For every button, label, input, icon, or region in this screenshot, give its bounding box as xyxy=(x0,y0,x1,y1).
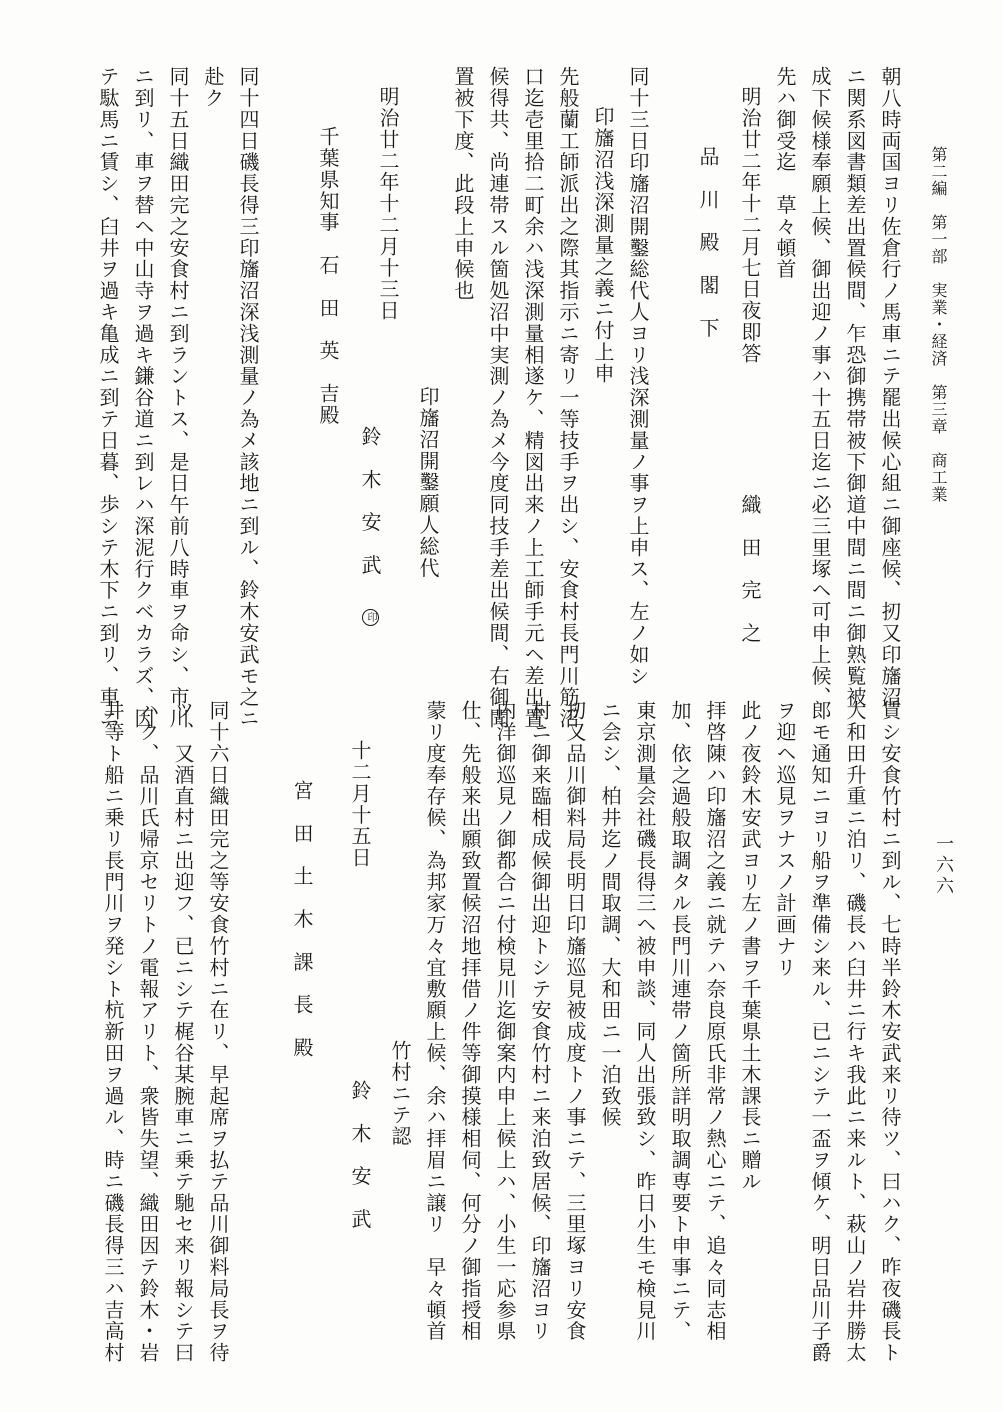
text-line: 扨又品川御料局長明日印旛巡見被成度トノ事ニテ、三里塚ヨリ安食 xyxy=(563,700,587,1342)
text-line: 先般蘭工師派出之際其指示ニ寄リ一等技手ヲ出シ、安食村長門川筋沼 xyxy=(556,66,580,730)
addressee-line: 品 川 殿 閣 下 xyxy=(696,146,720,339)
running-header: 第二編 第一部 実業・経済 第三章 商工業 xyxy=(929,146,948,503)
location-note: 竹村ニテ認 xyxy=(388,1040,412,1147)
text-line: 朝八時両国ヨリ佐倉行ノ馬車ニテ罷出候心組ニ御座候、扨又印旛沼 xyxy=(878,66,902,708)
date-line: 明治廿二年十二月十三日 xyxy=(376,86,400,322)
text-line: 村ニ御来臨相成候御出迎トシテ安食竹村ニ来泊致居候、印旛沼ヨリ xyxy=(528,700,552,1342)
text-line: ヲ迎ヘ巡見ヲナスノ計画ナリ xyxy=(773,700,797,979)
text-line: ニ関系図書類差出置候間、乍恐御携帯被下御道中間ニ間ニ御熟覧被 xyxy=(843,66,867,708)
text-line: 先ハ御受迄 草々頓首 xyxy=(773,66,797,280)
text-line: ニ到リ、車ヲ替ヘ中山寺ヲ過キ鎌谷道ニ到レハ深泥行クベカラズ、因 xyxy=(131,66,155,730)
letter-title: 印旛沼浅深測量之義ニ付上申 xyxy=(591,106,615,385)
sender-title: 印旛沼開鑿願人総代 xyxy=(416,386,440,579)
text-line: 蒙リ度奉存候、為邦家万々宜敷願上候、余ハ拝眉ニ譲リ 早々頓首 xyxy=(423,700,447,1342)
text-line: 成下候様奉願上候、御出迎ノ事ハ十五日迄ニ必三里塚ヘ可申上候、 xyxy=(808,66,832,708)
text-line: ツ、又酒直村ニ出迎フ、已ニシテ梶谷某腕車ニ乗テ馳セ来リ報シテ曰 xyxy=(171,700,195,1364)
text-line: 拝啓陳ハ印旛沼之義ニ就テハ奈良原氏非常ノ熱心ニテ、追々同志相 xyxy=(703,700,727,1342)
text-line: 候得共、尚連帯スル箇処沼中実測ノ為メ今度同技手差出候間、右御聞 xyxy=(486,66,510,730)
text-line: 井等ト船ニ乗リ長門川ヲ発シト杭新田ヲ過ル、時ニ磯長得三ハ吉高村 xyxy=(101,700,125,1364)
text-line: 東京測量会社磯長得三ヘ被申談、同人出張致シ、昨日小生モ検見川 xyxy=(633,700,657,1342)
text-line: 置被下度、此段上申候也 xyxy=(451,66,475,302)
addressee-line: 千葉県知事 石 田 英 吉殿 xyxy=(316,126,340,426)
text-line: 郎モ通知ニヨリ船ヲ準備シ来ル、已ニシテ一盃ヲ傾ケ、明日品川子爵 xyxy=(808,700,832,1364)
text-line: 赴ク xyxy=(201,66,225,109)
text-line: 加、依之過般取調タル長門川連帯ノ箇所詳明取調専要ト申事ニテ、 xyxy=(668,700,692,1342)
date-line: 明治廿二年十二月七日夜即答 xyxy=(738,86,762,365)
text-line: 内洋御巡見ノ御都合ニ付検見川迄御案内申上候上ハ、小生一応参県 xyxy=(493,700,517,1342)
seal-stamp: 印 xyxy=(362,609,379,626)
signature-name: 織 田 完 之 xyxy=(738,494,762,644)
text-line: ハク、品川氏帰京セリトノ電報アリト、衆皆失望、織田因テ鈴木・岩 xyxy=(136,700,160,1364)
text-line: 口迄壱里拾二町余ハ浅深測量相遂ケ、精図出来ノ上工師手元ヘ差出置 xyxy=(521,66,545,730)
signature-name xyxy=(356,426,380,626)
date-line: 十二月十五日 xyxy=(348,740,372,869)
text-line: 賃シ安食竹村ニ到ル、七時半鈴木安武来リ待ツ、曰ハク、昨夜磯長ト xyxy=(878,700,902,1364)
text-line: 大和田升重ニ泊リ、磯長ハ臼井ニ行キ我此ニ来ルト、萩山ノ岩井勝太 xyxy=(843,700,867,1364)
text-line: 同十四日磯長得三印旛沼深浅測量ノ為メ該地ニ到ル、鈴木安武モ之ニ xyxy=(236,66,260,730)
text-line: 同十三日印旛沼開鑿総代人ヨリ浅深測量ノ事ヲ上申ス、左ノ如シ xyxy=(626,66,650,687)
page-number: 一六六 xyxy=(933,834,954,897)
text-line: 同十六日織田完之等安食竹村ニ在リ、早起席ヲ払テ品川御料局長ヲ待 xyxy=(206,700,230,1364)
text-line: 此ノ夜鈴木安武ヨリ左ノ書ヲ千葉県土木課長ニ贈ル xyxy=(738,700,762,1193)
addressee-line: 宮 田 土 木 課 長 殿 xyxy=(290,780,314,1059)
signature-name-text: 鈴 木 安 武 xyxy=(358,426,382,576)
signature-name: 鈴 木 安 武 xyxy=(348,1080,372,1230)
text-line: 同十五日織田完之安食村ニ到ラントス、是日午前八時車ヲ命シ、市川 xyxy=(166,66,190,730)
text-line: テ駄馬ニ賃シ、臼井ヲ過キ亀成ニ到テ日暮、歩シテ木下ニ到リ、車ニ xyxy=(96,66,120,730)
text-line: 仕、先般来出願致置候沼地拝借ノ件等御摸様相伺、何分ノ御指授相 xyxy=(458,700,482,1342)
text-line: ニ会シ、柏井迄ノ間取調、大和田ニ一泊致候 xyxy=(598,700,622,1128)
